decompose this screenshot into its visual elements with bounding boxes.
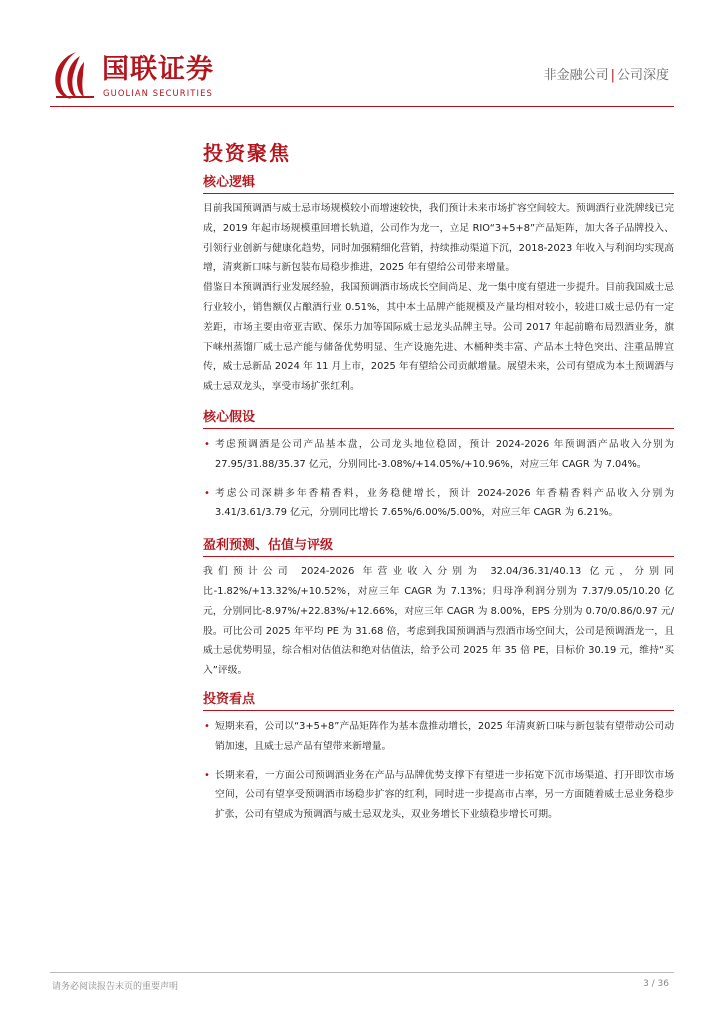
paragraph: 借鉴日本预调酒行业发展经验，我国预调酒市场成长空间尚足、龙一集中度有望进一步提升。目前我国威士忌行业较小，销售额仅占酿酒行业 0.51%，其中本土品牌产能规模及产量均相对较小，较进口威士忌仍有一定差距，市场主要由帝亚吉欧、保乐力加等国际威士忌龙头品牌主导。公司 2017 年起前瞻布局烈酒业务，旗下崃州蒸馏厂威士忌产能与储备优势明显、生产设施先进、木桶种类丰富、产品本土特色突出、注重品牌宣传，威士忌新品 2024 年 11 月上市，2025 年有望给公司贡献增量。展望未来，公司有望成为本土预调酒与威士忌双龙头，享受市场扩张红利。 bbox=[203, 282, 674, 393]
guolian-logo-icon bbox=[50, 50, 96, 100]
section-divider bbox=[203, 428, 674, 429]
brand-name: 国联证券 bbox=[102, 54, 214, 85]
section-divider bbox=[203, 193, 674, 194]
header-divider bbox=[50, 106, 674, 107]
report-category bbox=[544, 64, 669, 83]
page-header bbox=[0, 0, 724, 110]
section-core-assumptions bbox=[203, 409, 674, 523]
bullet-dot-icon: • bbox=[204, 720, 210, 732]
page-title: 投资聚焦 bbox=[203, 141, 291, 165]
paragraph: 我们预计公司 2024-2026 年营业收入分别为 32.04/36.31/40.13 亿元，分别同比-1.82%/+13.32%/+10.52%，对应三年 CAGR 为 7.13%；归母净利润分别为 7.37/9.05/10.20 亿元，分别同比-8.97%/+22.83%/+12.66%，对应三年 CAGR 为 8.00%，EPS 分别为 0.70/0.86/0.97 元/股。可比公司 2025 年平均 PE 为 31.68 倍，考虑到我国预调酒与烈酒市场空间大，公司是预调酒龙一，且威士忌优势明显，综合相对估值法和绝对估值法，给予公司 2025 年 35 倍 PE，目标价 30.19 元，维持“买入”评级。 bbox=[203, 566, 674, 677]
section-title: 核心逻辑 bbox=[203, 175, 256, 190]
report-type-label: 公司深度 bbox=[616, 68, 669, 83]
bullet-text: 短期来看，公司以“3+5+8”产品矩阵作为基本盘推动增长，2025 年清爽新口味与新包装有望带动公司动销加速，且威士忌产品有望带来新增量。 bbox=[215, 720, 674, 752]
section-highlights bbox=[203, 691, 674, 825]
bullet-dot-icon: • bbox=[204, 438, 210, 450]
category-label: 非金融公司 bbox=[543, 68, 609, 83]
section-core-logic bbox=[203, 174, 674, 397]
page-number: 3 / 36 bbox=[643, 979, 669, 989]
paragraph: 目前我国预调酒与威士忌市场规模较小而增速较快，我们预计未来市场扩容空间较大。预调酒行业洗牌线已完成，2019 年起市场规模重回增长轨道，公司作为龙一，立足 RIO“3+5+8”产品矩阵，加大各子品牌投入、引领行业创新与健康化趋势，同时加强精细化营销，持续推动渠道下沉，2018-2023 年收入与利润均实现高增，清爽新口味与新包装布局稳步推进，2025 年有望给公司带来增量。 bbox=[203, 203, 674, 274]
main-content bbox=[203, 140, 674, 825]
section-valuation bbox=[203, 537, 674, 681]
section-title: 投资看点 bbox=[203, 691, 256, 707]
bullet-item bbox=[203, 766, 674, 825]
bullet-dot-icon: • bbox=[204, 769, 210, 781]
section-title: 盈利预测、估值与评级 bbox=[203, 538, 334, 554]
bullet-text: 考虑公司深耕多年香精香料，业务稳健增长，预计 2024-2026 年香精香料产品收入分别为 3.41/3.61/3.79 亿元，分别同比增长 7.65%/6.00%/5.00%，对应三年 CAGR 为 6.21%。 bbox=[215, 487, 674, 519]
bullet-item bbox=[203, 435, 674, 475]
bullet-item bbox=[203, 484, 674, 524]
bullet-text: 长期来看，一方面公司预调酒业务在产品与品牌优势支撑下有望进一步拓宽下沉市场渠道、打开即饮市场空间，公司有望享受预调酒市场稳步扩容的红利，同时进一步提高市占率，另一方面随着威士忌业务稳步扩张，公司有望成为预调酒与威士忌双龙头，双业务增长下业绩稳步增长可期。 bbox=[215, 769, 674, 821]
footer-divider bbox=[50, 972, 674, 973]
brand-name-english: GUOLIAN SECURITIES bbox=[103, 88, 213, 98]
footer-disclaimer: 请务必阅读报告末页的重要声明 bbox=[52, 982, 179, 992]
section-title: 核心假设 bbox=[203, 409, 256, 425]
section-divider bbox=[203, 556, 674, 557]
bullet-text: 考虑预调酒是公司产品基本盘，公司龙头地位稳固，预计 2024-2026 年预调酒产品收入分别为 27.95/31.88/35.37 亿元，分别同比-3.08%/+14.05%/+10.96%，对应三年 CAGR 为 7.04%。 bbox=[215, 438, 674, 470]
bullet-dot-icon: • bbox=[204, 487, 210, 499]
bullet-item bbox=[203, 717, 674, 757]
section-divider bbox=[203, 710, 674, 711]
category-separator: | bbox=[610, 68, 615, 83]
